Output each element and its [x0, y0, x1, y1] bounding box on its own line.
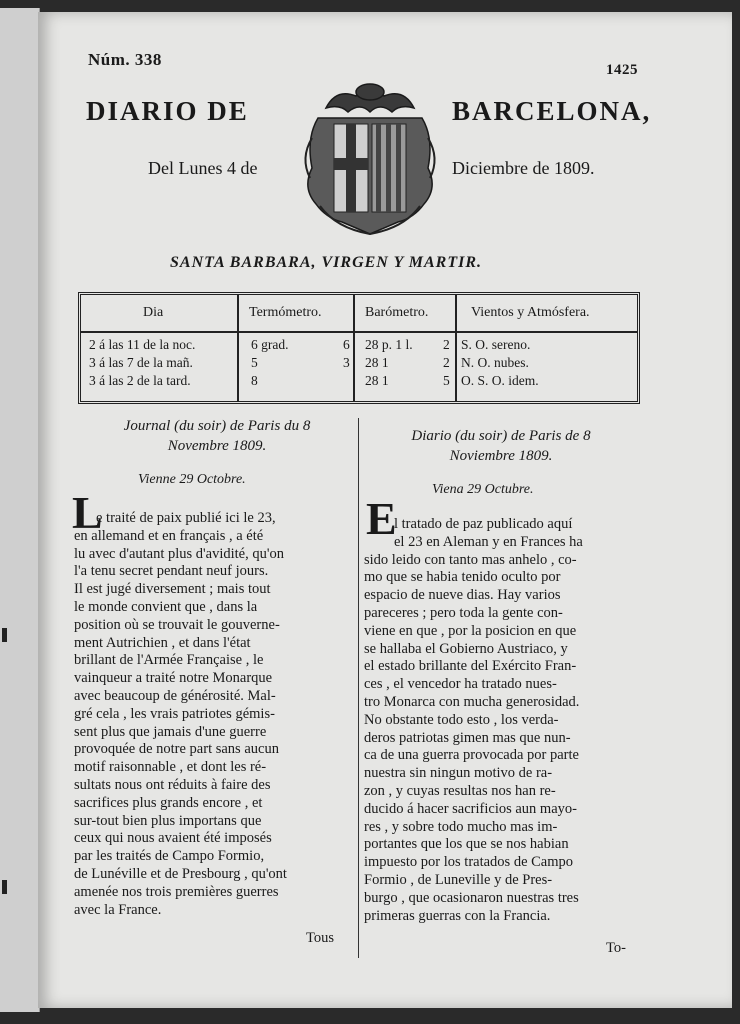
right-heading-line-1: Diario (du soir) de Paris de 8 [411, 428, 591, 444]
text-line: le monde convient que , dans la [74, 599, 258, 615]
text-line: el 23 en Aleman y en Frances ha [394, 533, 583, 550]
right-dateline: Viena 29 Octubre. [432, 482, 534, 497]
right-heading-line-2: Noviembre 1809. [449, 448, 553, 464]
text-line: nuestra sin ningun motivo de ra- [364, 765, 553, 782]
weather-row-thermo-frac: 3 [343, 355, 350, 370]
text-line: gré cela , les vrais patriotes gémis- [74, 705, 275, 722]
text-line: tro Monarca con mucha generosidad. [364, 694, 580, 710]
weather-row-thermo: 6 grad. [251, 337, 289, 352]
text-line: en allemand et en français , a été [74, 527, 264, 544]
text-line: sido leido con tanto mas anhelo , co- [364, 551, 577, 568]
weather-row-thermo-frac: 6 [343, 337, 350, 352]
text-line: Il est jugé diversement ; mais tout [74, 581, 271, 598]
weather-row-baro: 28 1 [365, 373, 389, 388]
left-column-heading [82, 416, 352, 456]
weather-row-thermo: 8 [251, 373, 258, 388]
weather-row-baro-frac: 2 [443, 355, 450, 370]
weather-row-baro-frac: 5 [443, 373, 450, 388]
left-heading-line-1: Journal (du soir) de Paris du 8 [123, 418, 311, 434]
text-line: primeras guerras con la Francia. [364, 907, 551, 924]
text-line: ment Autrichien , et dans l'état [74, 634, 251, 651]
text-line: se hallaba el Gobierno Austriaco, y [364, 640, 568, 657]
weather-row-day: 2 á las 11 de la noc. [89, 337, 196, 352]
text-line: Formio , de Luneville y de Pres- [364, 872, 553, 888]
text-line: el estado brillante del Exército Fran- [364, 658, 577, 675]
text-line: sur-tout bien plus importans que [74, 812, 262, 829]
text-line: ceux qui nous avaient été imposés [74, 830, 272, 847]
weather-row-day: 3 á las 2 de la tard. [89, 373, 191, 388]
text-line: pareceres ; pero toda la gente con- [364, 605, 563, 621]
text-line: sultats nous ont réduits à faire des [74, 777, 271, 793]
right-column-heading [366, 426, 636, 466]
text-line: ca de una guerra provocada por parte [364, 747, 579, 764]
masthead-title-left: DIARIO DE [86, 96, 249, 126]
text-line: l'a tenu secret pendant neuf jours. [74, 563, 269, 580]
right-dropcap: E [366, 493, 397, 544]
weather-row-wind: S. O. sereno. [461, 337, 531, 352]
left-heading-line-2: Novembre 1809. [167, 438, 267, 454]
weather-row-wind: O. S. O. idem. [461, 373, 539, 388]
text-line: res , y sobre todo mucho mas im- [364, 818, 558, 835]
text-line: position où se trouvait le gouverne- [74, 616, 280, 633]
text-line: motif raisonnable , et dont les ré- [74, 759, 267, 776]
text-line: l tratado de paz publicado aquí [394, 516, 573, 532]
weather-row-day: 3 á las 7 de la mañ. [89, 355, 193, 370]
text-line: portantes que los que se nos habian [364, 836, 569, 853]
saint-of-the-day: SANTA BARBARA, VIRGEN Y MARTIR. [170, 254, 482, 271]
text-line: vainqueur a traité notre Monarque [74, 670, 273, 687]
text-line: viene en que , por la posicion en que [364, 622, 577, 639]
left-dropcap: L [72, 487, 103, 538]
text-line: par les traités de Campo Formio, [74, 848, 265, 865]
issue-date-left: Del Lunes 4 de [148, 158, 258, 178]
masthead-title-right: BARCELONA, [452, 96, 652, 126]
weather-row-baro: 28 p. 1 l. [365, 337, 413, 352]
weather-row-wind: N. O. nubes. [461, 355, 529, 370]
text-line: espacio de nueve dias. Hay varios [364, 587, 561, 604]
weather-header-wind: Vientos y Atmósfera. [471, 305, 590, 320]
issue-date-right: Diciembre de 1809. [452, 158, 595, 178]
right-catchword: To- [606, 940, 626, 956]
text-line: avec la France. [74, 901, 162, 918]
weather-header-thermometer: Termómetro. [249, 305, 322, 320]
weather-row-baro-frac: 2 [443, 337, 450, 352]
text-line: zon , y cuyas resultas nos han re- [364, 783, 556, 799]
weather-table [78, 292, 640, 404]
text-line: deros patriotas gimen mas que nun- [364, 729, 571, 746]
weather-row-thermo: 5 [251, 355, 258, 370]
text-line: brillant de l'Armée Française , le [74, 652, 264, 669]
issue-number: Núm. 338 [88, 50, 162, 69]
text-line: mo que se habia tenido oculto por [364, 569, 561, 586]
text-line: ces , el vencedor ha tratado nues- [364, 676, 557, 693]
text-line: ducido á hacer sacrificios aun mayo- [364, 800, 577, 817]
weather-row-baro: 28 1 [365, 355, 389, 370]
text-line: lu avec d'autant plus d'avidité, qu'on [74, 545, 284, 562]
page-number: 1425 [606, 62, 638, 78]
page-edge-mark [2, 880, 7, 894]
text-line: burgo , que ocasionaron nuestras tres [364, 889, 579, 906]
page-edge-mark [2, 628, 7, 642]
facing-page-edge [0, 8, 40, 1012]
text-line: e traité de paix publié ici le 23, [96, 510, 276, 526]
left-catchword: Tous [306, 930, 334, 946]
text-line: avec beaucoup de générosité. Mal- [74, 688, 276, 704]
left-dateline: Vienne 29 Octobre. [138, 472, 246, 487]
text-line: sent plus que jamais d'une guerre [74, 723, 267, 740]
column-divider [358, 418, 359, 958]
text-line: No obstante todo esto , los verda- [364, 711, 559, 728]
weather-header-barometer: Barómetro. [365, 305, 429, 320]
weather-header-day: Dia [143, 305, 164, 320]
text-line: sacrifices plus grands encore , et [74, 794, 263, 811]
text-line: provoquée de notre part sans aucun [74, 741, 279, 758]
text-line: impuesto por los tratados de Campo [364, 854, 574, 871]
text-line: de Lunéville et de Presbourg , qu'ont [74, 866, 287, 882]
text-line: amenée nos trois premières guerres [74, 883, 279, 900]
barcelona-coat-of-arms-icon [296, 78, 444, 240]
